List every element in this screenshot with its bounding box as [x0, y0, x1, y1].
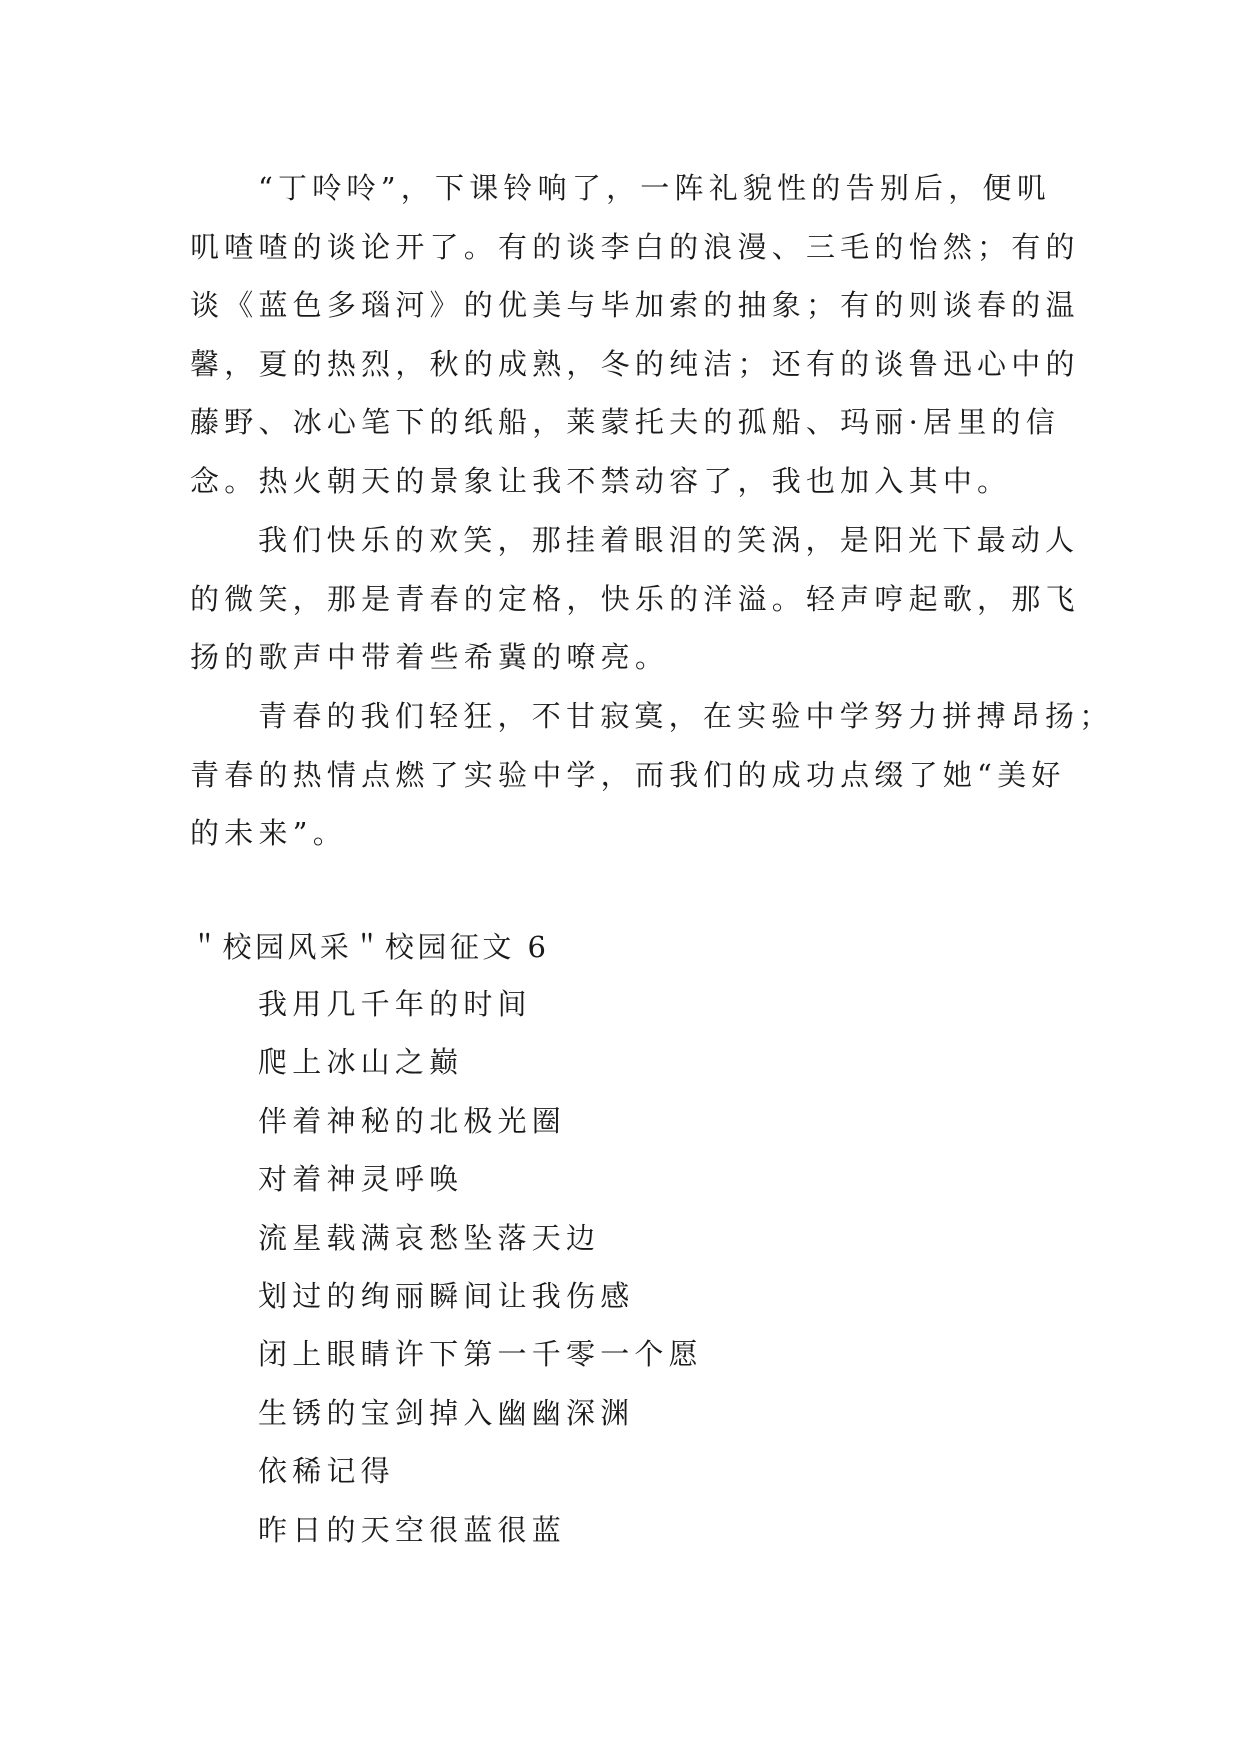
- poem-line: 闭上眼睛许下第一千零一个愿: [258, 1337, 703, 1372]
- poem-line: 对着神灵呼唤: [258, 1162, 464, 1197]
- poem-line: 流星载满哀愁坠落天边: [258, 1220, 601, 1255]
- paragraph-line: 青春的热情点燃了实验中学，而我们的成功点缀了她“美好: [190, 757, 1066, 792]
- paragraph-line: “丁呤呤”，下课铃响了，一阵礼貌性的告别后，便叽: [258, 171, 1051, 205]
- paragraph-2: [190, 511, 1080, 687]
- poem-line: 爬上冰山之巅: [258, 1045, 464, 1080]
- paragraph-3: [190, 687, 1114, 863]
- paragraph-line: 青春的我们轻狂，不甘寂寞，在实验中学努力拼搏昂扬；: [258, 699, 1114, 733]
- poem-line: 生锈的宝剑掉入幽幽深渊: [258, 1395, 635, 1430]
- paragraph-line: 叽喳喳的谈论开了。有的谈李白的浪漫、三毛的怡然；有的: [190, 229, 1080, 264]
- poem-line: 伴着神秘的北极光圈: [258, 1103, 566, 1138]
- paragraph-line: 馨，夏的热烈，秋的成熟，冬的纯洁；还有的谈鲁迅心中的: [190, 346, 1080, 381]
- paragraph-line: 的未来”。: [190, 816, 347, 851]
- paragraph-1: [190, 159, 1080, 511]
- section-title: ＂校园风采＂校园征文 6: [190, 930, 550, 964]
- paragraph-line: 的微笑，那是青春的定格，快乐的洋溢。轻声哼起歌，那飞: [190, 581, 1080, 616]
- paragraph-line: 藤野、冰心笔下的纸船，莱蒙托夫的孤船、玛丽·居里的信: [190, 405, 1060, 440]
- poem: [258, 975, 703, 1559]
- paragraph-line: 念。热火朝天的景象让我不禁动容了，我也加入其中。: [190, 463, 1012, 498]
- paragraph-line: 我们快乐的欢笑，那挂着眼泪的笑涡，是阳光下最动人: [258, 523, 1080, 557]
- poem-line: 我用几千年的时间: [258, 987, 532, 1021]
- poem-line: 昨日的天空很蓝很蓝: [258, 1512, 566, 1547]
- poem-line: 依稀记得: [258, 1454, 395, 1489]
- paragraph-line: 谈《蓝色多瑙河》的优美与毕加索的抽象；有的则谈春的温: [190, 288, 1080, 323]
- poem-line: 划过的绚丽瞬间让我伤感: [258, 1279, 635, 1314]
- paragraph-line: 扬的歌声中带着些希冀的嘹亮。: [190, 640, 670, 675]
